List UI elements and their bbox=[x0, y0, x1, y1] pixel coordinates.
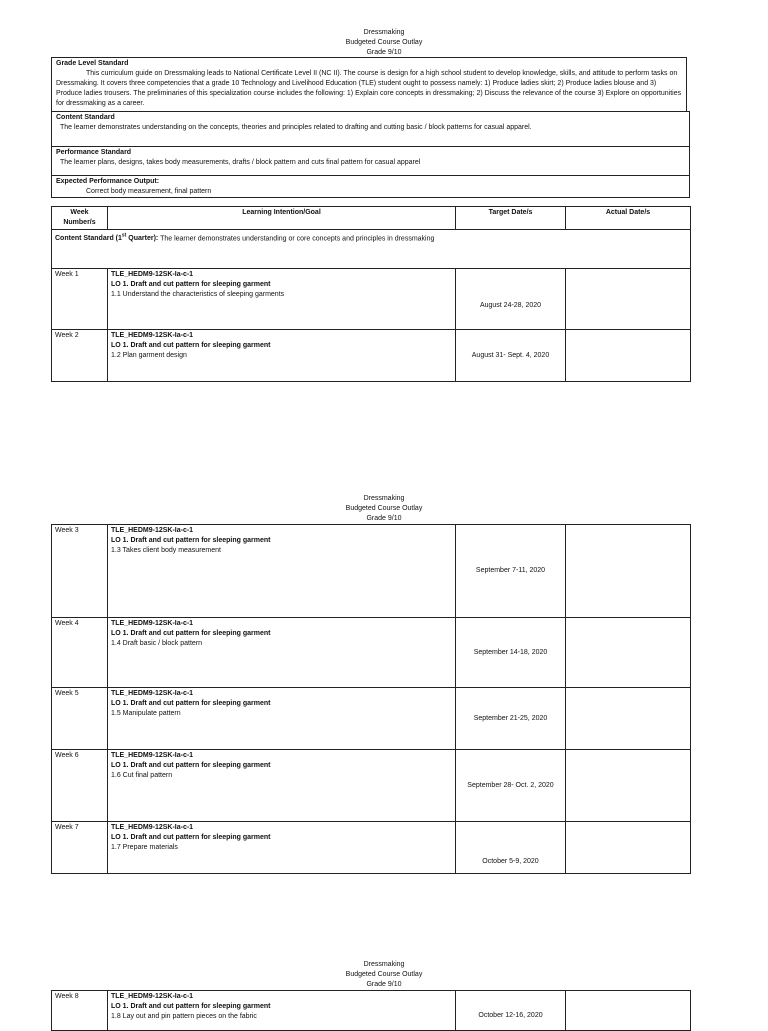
grade-level-standard-box bbox=[51, 57, 687, 112]
actual-date bbox=[566, 822, 691, 874]
actual-date bbox=[566, 750, 691, 822]
week-number: Week 1 bbox=[52, 269, 108, 330]
goal-cell: TLE_HEDM9-12SK-Ia-c-1 LO 1. Draft and cut pattern for sleeping garment 1.6 Cut final pattern bbox=[108, 750, 456, 822]
expected-output-box bbox=[51, 175, 690, 198]
goal-cell: TLE_HEDM9-12SK-Ia-c-1 LO 1. Draft and cut pattern for sleeping garment 1.2 Plan garment design bbox=[108, 330, 456, 382]
expected-output-label: Expected Performance Output: bbox=[56, 178, 160, 185]
goal-cell: TLE_HEDM9-12SK-Ia-c-1 LO 1. Draft and cut pattern for sleeping garment 1.4 Draft basic / block pattern bbox=[108, 618, 456, 688]
target-date: August 31- Sept. 4, 2020 bbox=[456, 330, 566, 382]
target-date: October 5-9, 2020 bbox=[456, 822, 566, 874]
table-row bbox=[52, 618, 691, 688]
week-number: Week 5 bbox=[52, 688, 108, 750]
col-target-header: Target Date/s bbox=[456, 207, 566, 230]
doc-grade: Grade 9/10 bbox=[366, 981, 402, 988]
table-row bbox=[52, 330, 691, 382]
content-standard-label: Content Standard bbox=[56, 114, 115, 121]
doc-title: Dressmaking bbox=[363, 29, 405, 36]
actual-date bbox=[566, 688, 691, 750]
goal-cell: TLE_HEDM9-12SK-Ia-c-1 LO 1. Draft and cut pattern for sleeping garment 1.3 Takes client body measurement bbox=[108, 525, 456, 618]
goal-cell: TLE_HEDM9-12SK-Ia-c-1 LO 1. Draft and cut pattern for sleeping garment 1.1 Understand the characteristics of sleeping garments bbox=[108, 269, 456, 330]
page1-header bbox=[0, 28, 768, 58]
page3-header bbox=[0, 960, 768, 990]
week-number: Week 7 bbox=[52, 822, 108, 874]
page2-header bbox=[0, 494, 768, 524]
doc-title: Dressmaking bbox=[363, 495, 405, 502]
actual-date bbox=[566, 269, 691, 330]
col-goal-header: Learning Intention/Goal bbox=[108, 207, 456, 230]
week-number: Week 6 bbox=[52, 750, 108, 822]
performance-standard-text: The learner plans, designs, takes body measurements, drafts / block pattern and cuts final pattern for casual apparel bbox=[60, 159, 421, 166]
outlay-table-page1 bbox=[51, 206, 691, 382]
week-number: Week 8 bbox=[52, 991, 108, 1031]
actual-date bbox=[566, 991, 691, 1031]
actual-date bbox=[566, 525, 691, 618]
table-row bbox=[52, 525, 691, 618]
content-standard-text: The learner demonstrates understanding on the concepts, theories and principles related to drafting and cutting basic / block patterns for casual apparel. bbox=[60, 124, 532, 131]
outlay-table-page2 bbox=[51, 524, 691, 874]
table-row bbox=[52, 750, 691, 822]
expected-output-text: Correct body measurement, final pattern bbox=[86, 188, 212, 195]
goal-cell: TLE_HEDM9-12SK-Ia-c-1 LO 1. Draft and cut pattern for sleeping garment 1.8 Lay out and pin pattern pieces on the fabric bbox=[108, 991, 456, 1031]
grade-level-label: Grade Level Standard bbox=[56, 60, 129, 67]
goal-cell: TLE_HEDM9-12SK-Ia-c-1 LO 1. Draft and cut pattern for sleeping garment 1.7 Prepare materials bbox=[108, 822, 456, 874]
target-date: September 14-18, 2020 bbox=[456, 618, 566, 688]
target-date: October 12-16, 2020 bbox=[456, 991, 566, 1031]
goal-cell: TLE_HEDM9-12SK-Ia-c-1 LO 1. Draft and cut pattern for sleeping garment 1.5 Manipulate pattern bbox=[108, 688, 456, 750]
target-date: September 7-11, 2020 bbox=[456, 525, 566, 618]
table-row bbox=[52, 688, 691, 750]
doc-title: Dressmaking bbox=[363, 961, 405, 968]
week-number: Week 2 bbox=[52, 330, 108, 382]
target-date: September 28- Oct. 2, 2020 bbox=[456, 750, 566, 822]
doc-subtitle: Budgeted Course Outlay bbox=[345, 39, 423, 46]
doc-subtitle: Budgeted Course Outlay bbox=[345, 971, 423, 978]
col-week-header: Week Number/s bbox=[52, 207, 108, 230]
table-row bbox=[52, 991, 691, 1031]
week-number: Week 4 bbox=[52, 618, 108, 688]
outlay-table-page3 bbox=[51, 990, 691, 1031]
performance-standard-label: Performance Standard bbox=[56, 149, 132, 156]
grade-level-text: This curriculum guide on Dressmaking leads to National Certificate Level II (NC II). The course is design for a high school student to develop knowledge, skills, and attitude to perform tasks on Dressmaking. It covers three competencies that a grade 10 Technology and Livelihood Education (TLE) student ought to possess namely: 1) Produce ladies skirt; 2) Produce ladies blouse and 3) Produce ladies trousers. The preliminaries of this specialization course includes the following: 1) Explain core concepts in dressmaking; 2) Discuss the relevance of the course 3) Explore on opportunities for dressmaking as a career. bbox=[56, 70, 682, 107]
quarter-content-standard: Content Standard (1st Quarter): The learner demonstrates understanding or core concepts and principles in dressmaking bbox=[52, 230, 691, 269]
target-date: September 21-25, 2020 bbox=[456, 688, 566, 750]
table-row bbox=[52, 269, 691, 330]
doc-subtitle: Budgeted Course Outlay bbox=[345, 505, 423, 512]
target-date: August 24-28, 2020 bbox=[456, 269, 566, 330]
actual-date bbox=[566, 330, 691, 382]
actual-date bbox=[566, 618, 691, 688]
doc-grade: Grade 9/10 bbox=[366, 515, 402, 522]
doc-grade: Grade 9/10 bbox=[366, 49, 402, 56]
table-row bbox=[52, 822, 691, 874]
col-actual-header: Actual Date/s bbox=[566, 207, 691, 230]
content-standard-box bbox=[51, 111, 690, 147]
week-number: Week 3 bbox=[52, 525, 108, 618]
performance-standard-box bbox=[51, 146, 690, 176]
